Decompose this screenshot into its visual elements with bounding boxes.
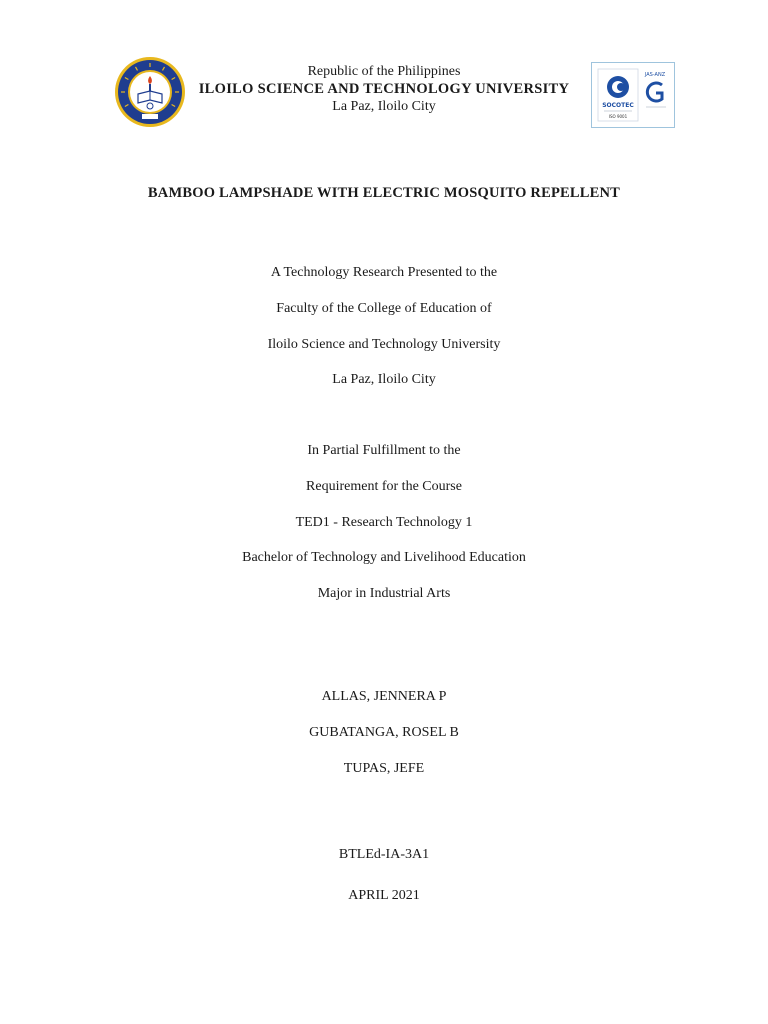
certification-logo: [591, 62, 675, 128]
document-title: BAMBOO LAMPSHADE WITH ELECTRIC MOSQUITO REPELLENT: [147, 185, 621, 201]
course-code: TED1 - Research Technology 1: [295, 515, 473, 530]
author-3: TUPAS, JEFE: [343, 761, 425, 776]
author-1: ALLAS, JENNERA P: [321, 689, 447, 704]
cert-brand-label: SOCOTEC: [602, 102, 634, 109]
presentation-line-2: Faculty of the College of Education of: [276, 301, 492, 316]
author-2: GUBATANGA, ROSEL B: [309, 725, 459, 740]
degree-major: Major in Industrial Arts: [317, 586, 451, 601]
section-code: BTLEd-IA-3A1: [338, 847, 430, 862]
header-location: La Paz, Iloilo City: [332, 99, 436, 114]
presentation-line-3: Iloilo Science and Technology University: [267, 337, 501, 352]
cert-standard-label: ISO 9001: [608, 114, 628, 119]
header-university-name: ILOILO SCIENCE AND TECHNOLOGY UNIVERSITY: [198, 81, 570, 97]
presentation-line-1: A Technology Research Presented to the: [270, 265, 498, 280]
fulfillment-line-1: In Partial Fulfillment to the: [307, 443, 461, 458]
cert-accreditation-label: JAS-ANZ: [644, 72, 666, 78]
presentation-line-4: La Paz, Iloilo City: [332, 372, 436, 387]
header-republic: Republic of the Philippines: [307, 64, 461, 79]
document-date: APRIL 2021: [348, 888, 420, 903]
degree-program: Bachelor of Technology and Livelihood Education: [242, 550, 526, 565]
fulfillment-line-2: Requirement for the Course: [306, 479, 462, 494]
